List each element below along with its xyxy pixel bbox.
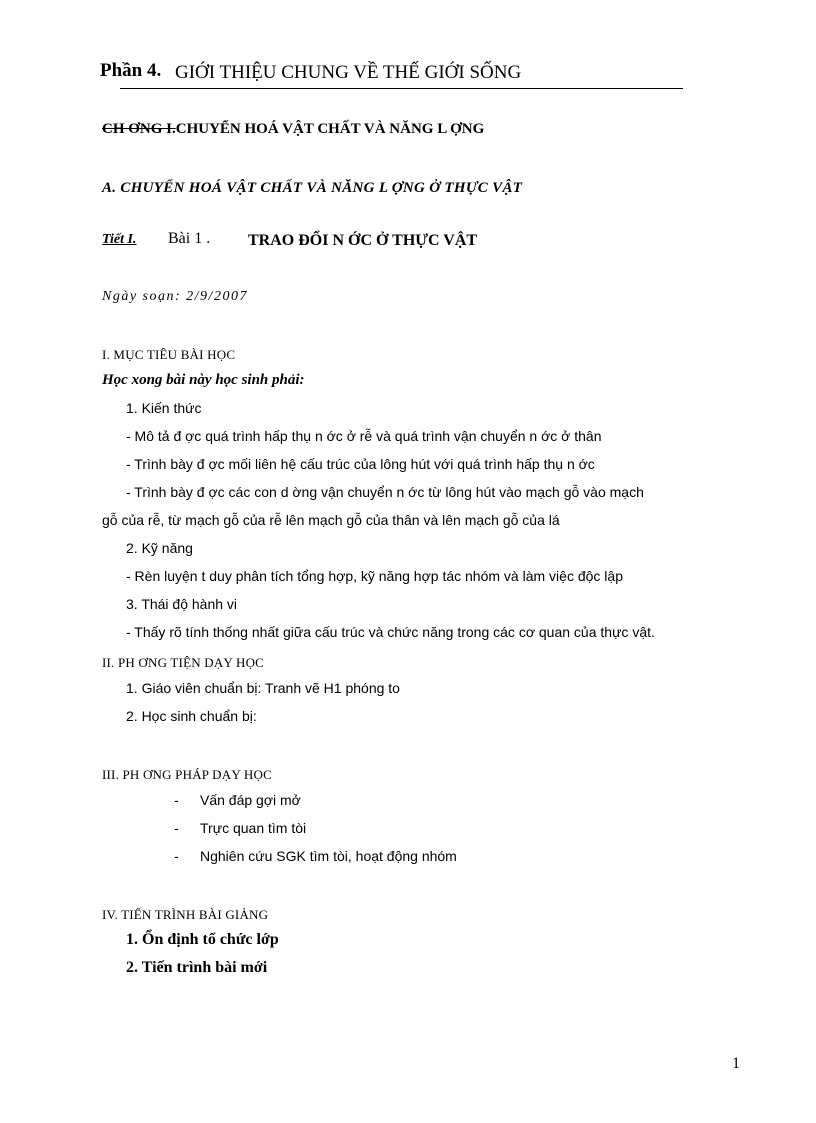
list-item: 2. Tiến trình bài mới — [126, 959, 268, 976]
list-item — [174, 820, 306, 836]
part-label: Phần 4. — [100, 60, 162, 81]
dash-bullet: - — [174, 820, 179, 836]
list-item-text: Trực quan tìm tòi — [200, 820, 307, 836]
chapter-heading — [102, 121, 484, 138]
dash-bullet: - — [174, 792, 179, 808]
list-item: - Thấy rõ tính thống nhất giữa cấu trúc và chức năng trong các cơ quan của thực vật. — [126, 624, 655, 640]
list-item — [174, 792, 301, 808]
part-title: GIỚI THIỆU CHUNG VỀ THẾ GIỚI SỐNG — [175, 62, 522, 83]
dash-bullet: - — [174, 848, 179, 864]
section-iv-heading: IV. TIẾN TRÌNH BÀI GIẢNG — [102, 907, 269, 922]
list-item: - Mô tả đ ợc quá trình hấp thụ n ớc ở rễ và quá trình vận chuyển n ớc ở thân — [126, 428, 602, 444]
list-item-text: Nghiên cứu SGK tìm tòi, hoạt động nhóm — [200, 848, 457, 864]
list-item-text: Vấn đáp gợi mở — [200, 792, 301, 808]
chapter-title: CHUYỂN HOÁ VẬT CHẤT VÀ NĂNG L ỢNG — [175, 121, 485, 137]
lesson-title: TRAO ĐỔI N ỚC Ở THỰC VẬT — [248, 232, 478, 249]
list-item: 1. Giáo viên chuẩn bị: Tranh vẽ H1 phóng to — [126, 680, 400, 696]
page-number: 1 — [732, 1055, 740, 1072]
section-ii-heading: II. PH ƠNG TIỆN DẠY HỌC — [102, 655, 265, 670]
list-item: 2. Kỹ năng — [126, 540, 193, 556]
title-underline-divider — [120, 88, 683, 89]
list-item: 1. Ổn định tổ chức lớp — [126, 931, 279, 948]
list-item: - Trình bày đ ợc mối liên hệ cấu trúc của lông hút với quá trình hấp thụ n ớc — [126, 456, 595, 472]
list-item: - Trình bày đ ợc các con d ờng vận chuyển n ớc từ lông hút vào mạch gỗ vào mạch — [126, 484, 644, 500]
lesson-period: Tiết I. — [102, 232, 137, 247]
list-item: 3. Thái độ hành vi — [126, 596, 238, 612]
section-a-heading: A. CHUYỂN HOÁ VẬT CHẤT VÀ NĂNG L ỢNG Ở THỰC VẬT — [102, 180, 523, 196]
list-item — [174, 848, 457, 864]
section-iii-heading: III. PH ƠNG PHÁP DẠY HỌC — [102, 767, 272, 782]
list-item: - Rèn luyện t duy phân tích tổng hợp, kỹ năng hợp tác nhóm và làm việc độc lập — [126, 568, 623, 584]
list-item: 1. Kiến thức — [126, 400, 202, 416]
section-i-heading: I. MỤC TIÊU BÀI HỌC — [102, 347, 236, 362]
chapter-number: CH ƠNG I. — [102, 121, 176, 137]
lesson-number: Bài 1 . — [168, 230, 211, 247]
list-item: 2. Học sinh chuẩn bị: — [126, 708, 257, 724]
section-i-subheading: Học xong bài này học sinh phải: — [102, 372, 305, 388]
list-item-continuation: gỗ của rễ, từ mạch gỗ của rễ lên mạch gỗ của thân và lên mạch gỗ của lá — [102, 512, 560, 528]
preparation-date: Ngày soạn: 2/9/2007 — [102, 289, 248, 304]
